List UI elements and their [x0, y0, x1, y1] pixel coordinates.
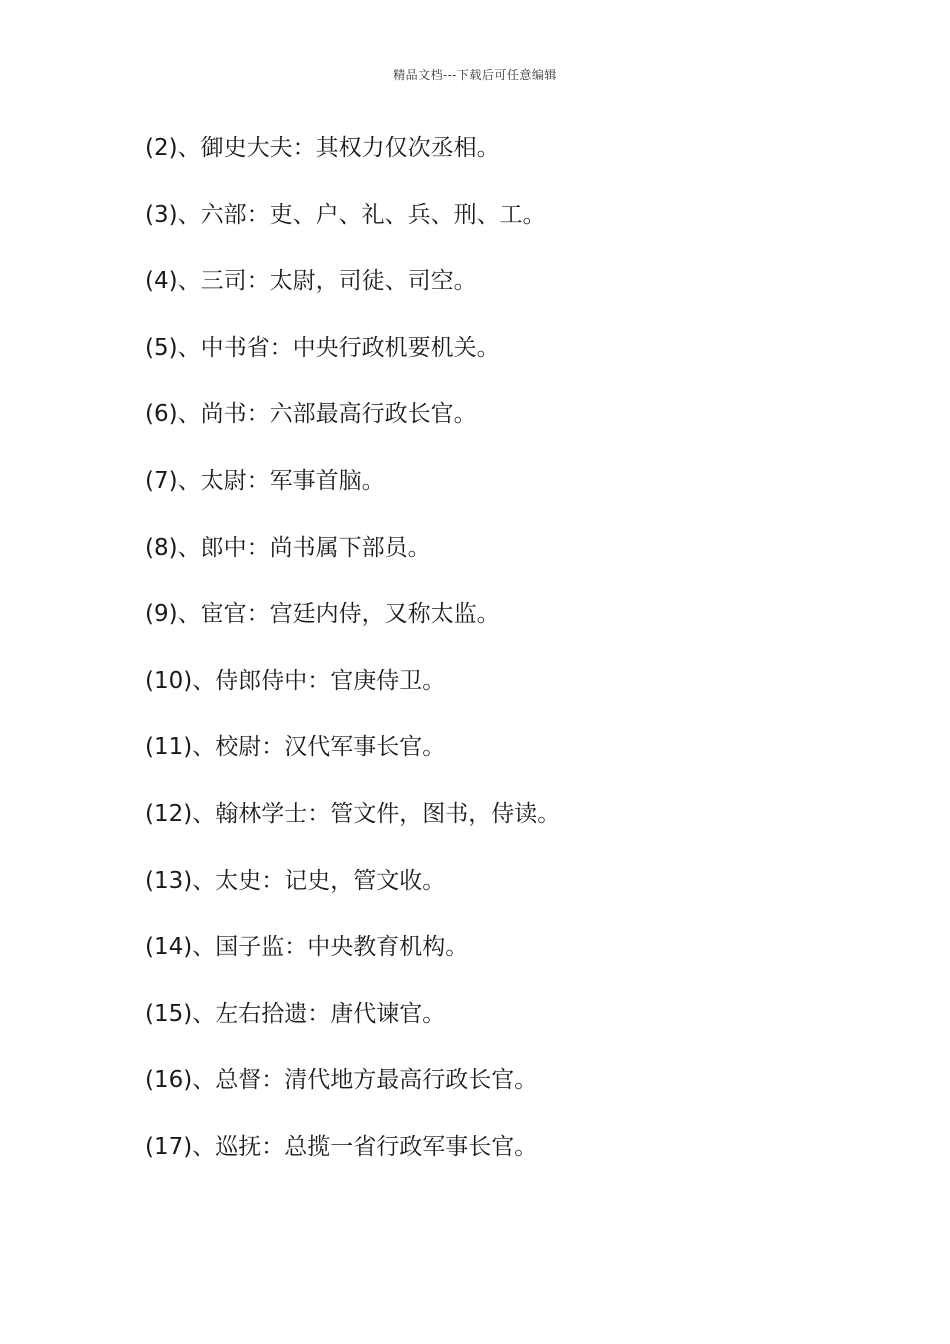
list-item: (13)、太史：记史，管文收。	[145, 867, 446, 894]
list-item: (14)、国子监：中央教育机构。	[145, 934, 469, 961]
list-item: (17)、巡抚：总揽一省行政军事长官。	[145, 1133, 538, 1160]
list-item: (12)、翰林学士：管文件，图书，侍读。	[145, 800, 561, 827]
list-item: (5)、中书省：中央行政机要机关。	[145, 334, 500, 361]
list-item: (16)、总督：清代地方最高行政长官。	[145, 1067, 538, 1094]
list-item: (10)、侍郎侍中：官庚侍卫。	[145, 667, 446, 694]
page-header: 精品文档---下载后可任意编辑	[393, 68, 557, 82]
list-item: (9)、宦官：宫廷内侍，又称太监。	[145, 601, 500, 628]
list-item: (4)、三司：太尉，司徒、司空。	[145, 268, 477, 295]
list-item: (7)、太尉：军事首脑。	[145, 467, 385, 494]
list-item: (8)、郎中：尚书属下部员。	[145, 534, 431, 561]
entry-list	[145, 128, 905, 1194]
list-item: (11)、校尉：汉代军事长官。	[145, 734, 446, 761]
list-item: (6)、尚书：六部最高行政长官。	[145, 401, 477, 428]
list-item: (15)、左右拾遗：唐代谏官。	[145, 1000, 446, 1027]
list-item: (2)、御史大夫：其权力仅次丞相。	[145, 135, 500, 161]
list-item: (3)、六部：吏、户、礼、兵、刑、工。	[145, 201, 546, 228]
